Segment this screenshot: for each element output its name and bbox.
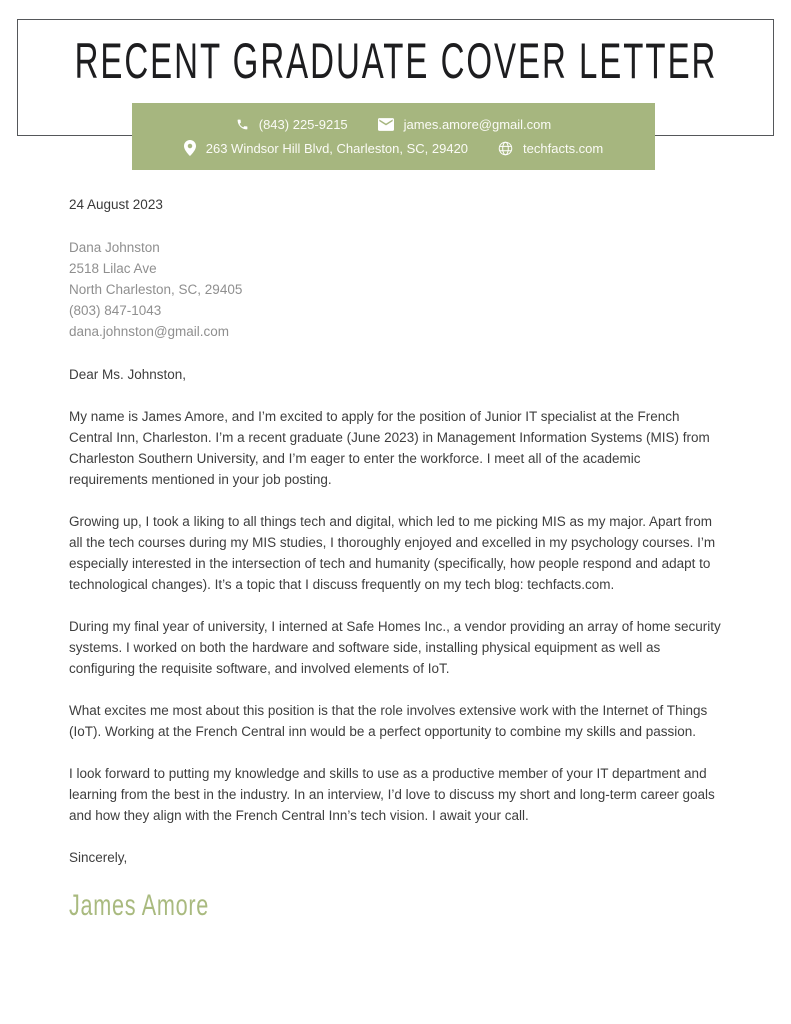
contact-email: james.amore@gmail.com	[403, 117, 552, 132]
contact-email-item	[378, 117, 552, 132]
letter-date: 24 August 2023	[69, 197, 163, 212]
paragraph-outlook: I look forward to putting my knowledge and skills to use as a productive member of your IT department and learning from the best in the industry. In an interview, I’d love to discuss my short and long-term career goals and how they align with the French Central Inn’s tech vision. I await your call.	[69, 766, 715, 823]
recipient-block	[69, 237, 722, 342]
contact-phone: (843) 225-9215	[258, 117, 348, 132]
letter-body	[69, 194, 722, 921]
contact-row-top	[236, 117, 551, 132]
location-pin-icon	[184, 140, 196, 156]
signature: James Amore	[69, 889, 209, 922]
contact-address-item	[184, 140, 468, 156]
envelope-icon	[378, 118, 394, 131]
closing: Sincerely,	[69, 850, 128, 865]
recipient-street: 2518 Lilac Ave	[69, 261, 157, 276]
recipient-name: Dana Johnston	[69, 240, 160, 255]
contact-address: 263 Windsor Hill Blvd, Charleston, SC, 29420	[205, 140, 469, 156]
contact-website: techfacts.com	[523, 140, 604, 156]
paragraph-motivation: What excites me most about this position is that the role involves extensive work with the Internet of Things (IoT). Working at the French Central inn would be a perfect opportunity to combine my skills and passion.	[69, 703, 708, 739]
paragraph-internship: During my final year of university, I interned at Safe Homes Inc., a vendor providing an array of home security systems. I worked on both the hardware and software side, installing physical equipment as well as configuring the requisite software, and involved elements of IoT.	[69, 619, 721, 676]
salutation: Dear Ms. Johnston,	[69, 367, 187, 382]
paragraph-intro: My name is James Amore, and I’m excited to apply for the position of Junior IT specialist at the French Central Inn, Charleston. I’m a recent graduate (June 2023) in Management Information Systems (MIS) from Charleston Southern University, and I’m eager to enter the workforce. I meet all of the academic requirements mentioned in your job posting.	[69, 409, 710, 487]
contact-row-bottom	[184, 140, 604, 156]
phone-icon	[236, 118, 249, 131]
globe-icon	[498, 141, 513, 156]
recipient-city: North Charleston, SC, 29405	[69, 282, 243, 297]
page-title: RECENT GRADUATE COVER LETTER	[74, 33, 717, 89]
recipient-email: dana.johnston@gmail.com	[69, 324, 230, 339]
recipient-phone: (803) 847-1043	[69, 303, 162, 318]
contact-bar	[132, 103, 655, 170]
contact-phone-item	[236, 117, 348, 132]
contact-website-item	[498, 141, 603, 156]
paragraph-background: Growing up, I took a liking to all things tech and digital, which led to me picking MIS as my major. Apart from all the tech courses during my MIS studies, I thoroughly enjoyed and excelled in my psychology courses. I’m especially interested in the intersection of tech and humanity (specifically, how people respond and adapt to technological changes). It’s a topic that I discuss frequently on my tech blog: techfacts.com.	[69, 514, 716, 592]
